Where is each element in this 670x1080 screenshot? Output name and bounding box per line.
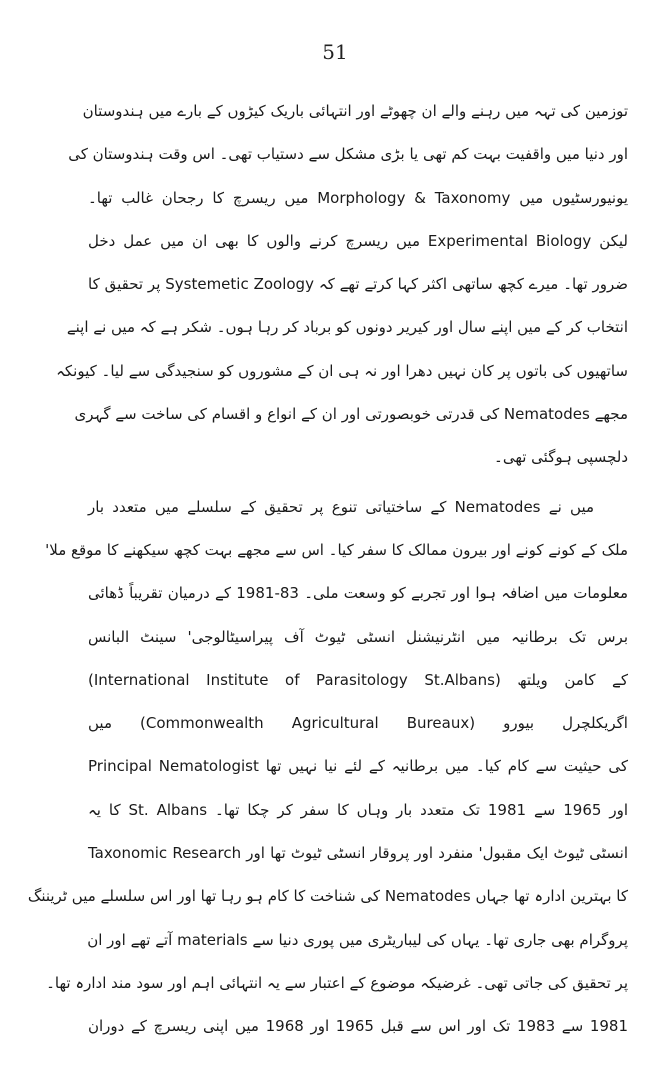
text-line: میں نے Nematodes کے ساختیاتی تنوع پر تحقیق کے سلسلے میں متعدد بار — [88, 497, 595, 516]
text-line: ساتھیوں کی باتوں پر کان نہیں دھرا اور نہ ہی ان کے مشوروں کو سنجیدگی سے لیا۔ کیونکہ — [56, 361, 628, 380]
text-line: انسٹی ٹیوٹ ایک مقبول' منفرد اور پروقار انسٹی ٹیوٹ تھا اور Taxonomic Research — [88, 844, 628, 863]
text-line: ضرور تھا۔ میرے کچھ ساتھی اکثر کہا کرتے تھے کہ Systemetic Zoology پر تحقیق کا — [88, 275, 629, 294]
text-line: کا بہترین ادارہ تھا جہاں Nematodes کی شناخت کا کام ہو رہا تھا اور اس سلسلے میں ٹریننگ — [27, 887, 628, 906]
text-line: (International Institute of Parasitology St.Albans) کے کامن ویلتھ — [88, 670, 628, 689]
text-line: لیکن Experimental Biology میں ریسرچ کرنے والوں کا بھی ان میں عمل دخل — [88, 231, 628, 250]
text-line: ملک کے کونے کونے اور بیرون ممالک کا سفر کیا۔ اس سے مجھے بہت کچھ سیکھنے کا موقع ملا' — [45, 540, 628, 559]
text-line: مجھے Nematodes کی قدرتی خوبصورتی اور ان کے انواع و اقسام کی ساخت سے گہری — [74, 405, 628, 424]
text-line: پروگرام بھی جاری تھا۔ یہاں کی لیباریٹری میں پوری دنیا سے materials آتے تھے اور ان — [87, 930, 628, 949]
text-line: معلومات میں اضافہ ہوا اور تجربے کو وسعت ملی۔ 83-1981 کے درمیان تقریباً ڈھائی — [88, 584, 628, 603]
paragraph-1 — [56, 90, 629, 480]
paragraph-2 — [27, 486, 629, 1049]
text-line: دلچسپی ہوگئی تھی۔ — [494, 448, 628, 467]
text-line: برس تک برطانیہ میں انٹرنیشنل انسٹی ٹیوٹ آف پیراسیٹالوجی' سینٹ البانس — [88, 627, 628, 646]
text-line: 1981 سے 1983 تک اور اس سے قبل 1965 اور 1968 میں اپنی ریسرچ کے دوران — [88, 1017, 628, 1036]
text-line: Principal Nematologist کی حیثیت سے کام کیا۔ میں برطانیہ کے لئے نیا نہیں تھا — [88, 757, 629, 776]
text-line: پر تحقیق کی جاتی تھی۔ غرضیکہ موضوع کے اعتبار سے یہ انتہائی اہم اور سود مند ادارہ تھا۔ — [46, 973, 628, 992]
text-line: یونیورسٹیوں میں Morphology & Taxonomy میں ریسرچ کا رجحان غالب تھا۔ — [88, 188, 628, 207]
body-text — [27, 90, 629, 1049]
text-line: اگریکلچرل بیورو (Commonwealth Agricultural Bureaux) میں — [88, 714, 628, 733]
text-line: اور دنیا میں واقفیت بہت کم تھی یا بڑی مشکل سے دستیاب تھی۔ اس وقت ہندوستان کی — [68, 145, 628, 164]
page-number: 51 — [322, 40, 348, 64]
text-line: اور 1965 سے 1981 تک متعدد بار وہاں کا سفر کر چکا تھا۔ St. Albans کا یہ — [88, 800, 628, 819]
text-line: انتخاب کر کے میں اپنے سال اور کیریر دونوں کو برباد کر رہا ہوں۔ شکر ہے کہ میں نے اپنے — [66, 318, 628, 337]
text-line: توزمین کی تہہ میں رہنے والے ان چھوٹے اور انتہائی باریک کیڑوں کے بارے میں ہندوستان — [82, 102, 628, 120]
